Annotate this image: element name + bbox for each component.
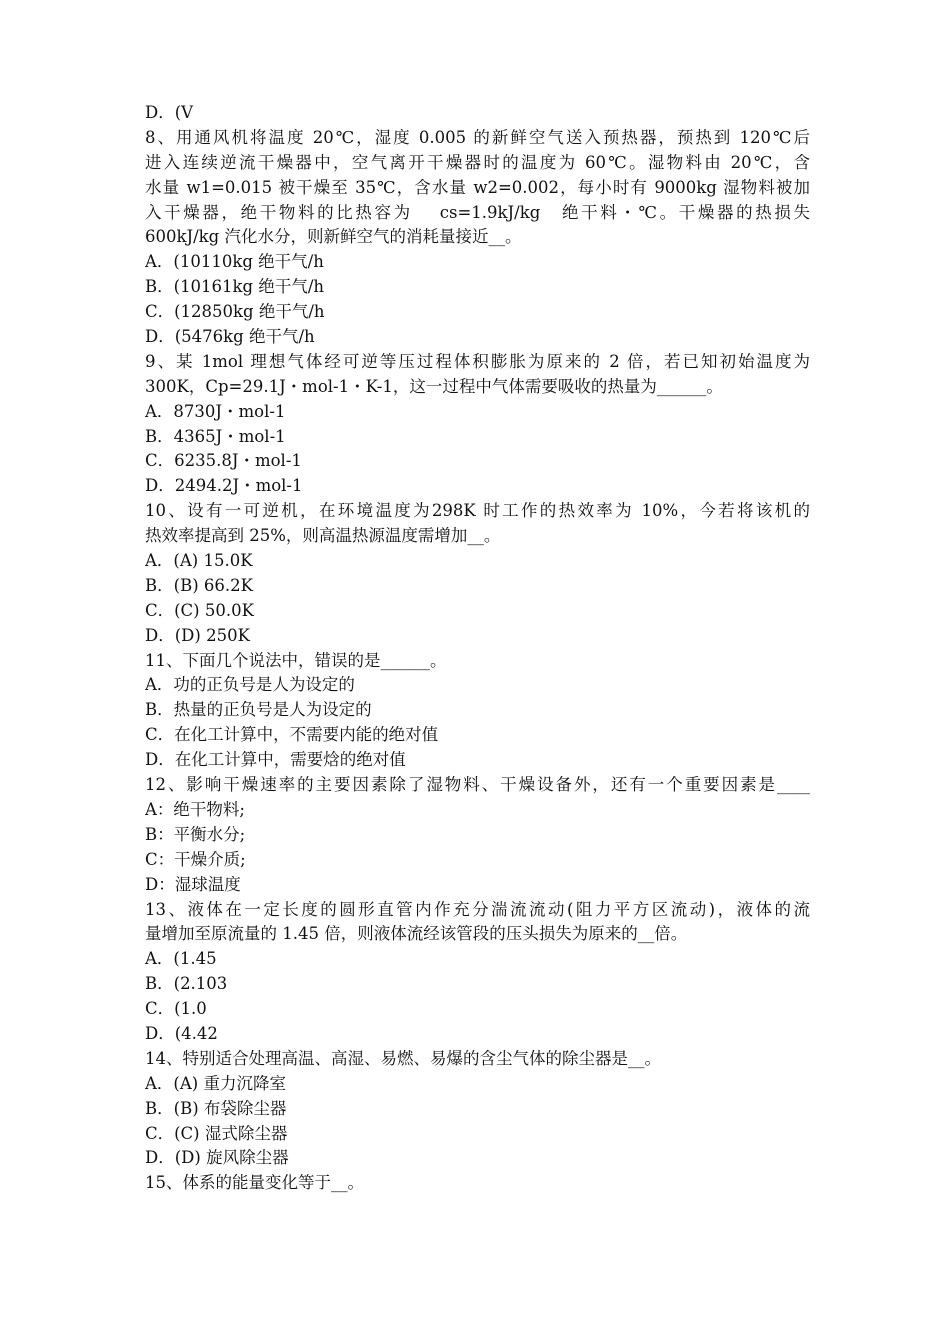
text-line: 进入连续逆流干燥器中，空气离开干燥器时的温度为 60℃。湿物料由 20℃，含 — [145, 152, 810, 172]
text-line: A．(10110kg 绝干气/h — [145, 252, 324, 272]
text-line: B．4365J・mol-1 — [145, 426, 286, 446]
text-line: D．2494.2J・mol-1 — [145, 476, 303, 496]
text-line: D．(V — [145, 103, 194, 122]
text-line: B．热量的正负号是人为设定的 — [145, 700, 372, 720]
text-line: D．(5476kg 绝干气/h — [145, 327, 315, 347]
text-line: C．在化工计算中，不需要内能的绝对值 — [145, 725, 439, 745]
text-line: C．(1.0 — [145, 999, 207, 1019]
text-line: D．(D) 250K — [145, 625, 250, 645]
text-line: 8、用通风机将温度 20℃，湿度 0.005 的新鲜空气送入预热器，预热到 120℃后 — [145, 127, 810, 147]
text-line: C：干燥介质; — [145, 849, 246, 869]
document-page — [145, 101, 810, 1196]
text-line: 11、下面几个说法中，错误的是______。 — [145, 650, 447, 670]
text-line: C．6235.8J・mol-1 — [145, 451, 302, 471]
text-line: 9、某 1mol 理想气体经可逆等压过程体积膨胀为原来的 2 倍，若已知初始温度为 — [145, 351, 810, 371]
text-line: D．在化工计算中，需要焓的绝对值 — [145, 750, 406, 770]
text-line: C．(C) 湿式除尘器 — [145, 1123, 288, 1143]
text-line: 水量 w1=0.015 被干燥至 35℃，含水量 w2=0.002，每小时有 9000kg 湿物料被加 — [145, 177, 810, 197]
text-line: A：绝干物料; — [145, 799, 245, 819]
text-line: 入干燥器，绝干物料的比热容为 cs=1.9kJ/kg 绝干料・℃。干燥器的热损失 — [145, 202, 810, 222]
text-line: B．(2.103 — [145, 974, 228, 994]
text-line: B：平衡水分; — [145, 824, 246, 844]
text-line: A．(A) 15.0K — [145, 551, 253, 571]
text-line: D．(4.42 — [145, 1023, 218, 1043]
text-line: 14、特别适合处理高温、高湿、易燃、易爆的含尘气体的除尘器是__。 — [145, 1048, 661, 1068]
text-line: 600kJ/kg 汽化水分，则新鲜空气的消耗量接近__。 — [145, 227, 522, 247]
text-line: 300K，Cp=29.1J・mol-1・K-1，这一过程中气体需要吸收的热量为______。 — [145, 376, 723, 396]
text-line: C．(C) 50.0K — [145, 600, 254, 620]
text-line: 15、体系的能量变化等于__。 — [145, 1173, 364, 1193]
text-line: A．(A) 重力沉降室 — [145, 1073, 286, 1093]
text-line: 热效率提高到 25%，则高温热源温度需增加__。 — [145, 526, 501, 546]
text-line: B．(B) 布袋除尘器 — [145, 1098, 287, 1118]
text-line: 量增加至原流量的 1.45 倍，则液体流经该管段的压头损失为原来的__倍。 — [145, 924, 688, 944]
text-line: 10、设有一可逆机，在环境温度为298K 时工作的热效率为 10%，今若将该机的 — [145, 501, 810, 521]
text-line: 13、液体在一定长度的圆形直管内作充分湍流流动(阻力平方区流动)，液体的流 — [145, 899, 810, 919]
text-line: A．(1.45 — [145, 949, 217, 969]
text-line: 12、影响干燥速率的主要因素除了湿物料、干燥设备外，还有一个重要因素是____ — [145, 775, 810, 795]
text-line: A．功的正负号是人为设定的 — [145, 675, 355, 695]
text-line: B．(B) 66.2K — [145, 575, 253, 595]
text-line: A．8730J・mol-1 — [145, 401, 286, 421]
text-line: D．(D) 旋风除尘器 — [145, 1148, 289, 1168]
text-line: B．(10161kg 绝干气/h — [145, 277, 325, 297]
text-line: C．(12850kg 绝干气/h — [145, 302, 325, 322]
text-line: D：湿球温度 — [145, 874, 241, 894]
